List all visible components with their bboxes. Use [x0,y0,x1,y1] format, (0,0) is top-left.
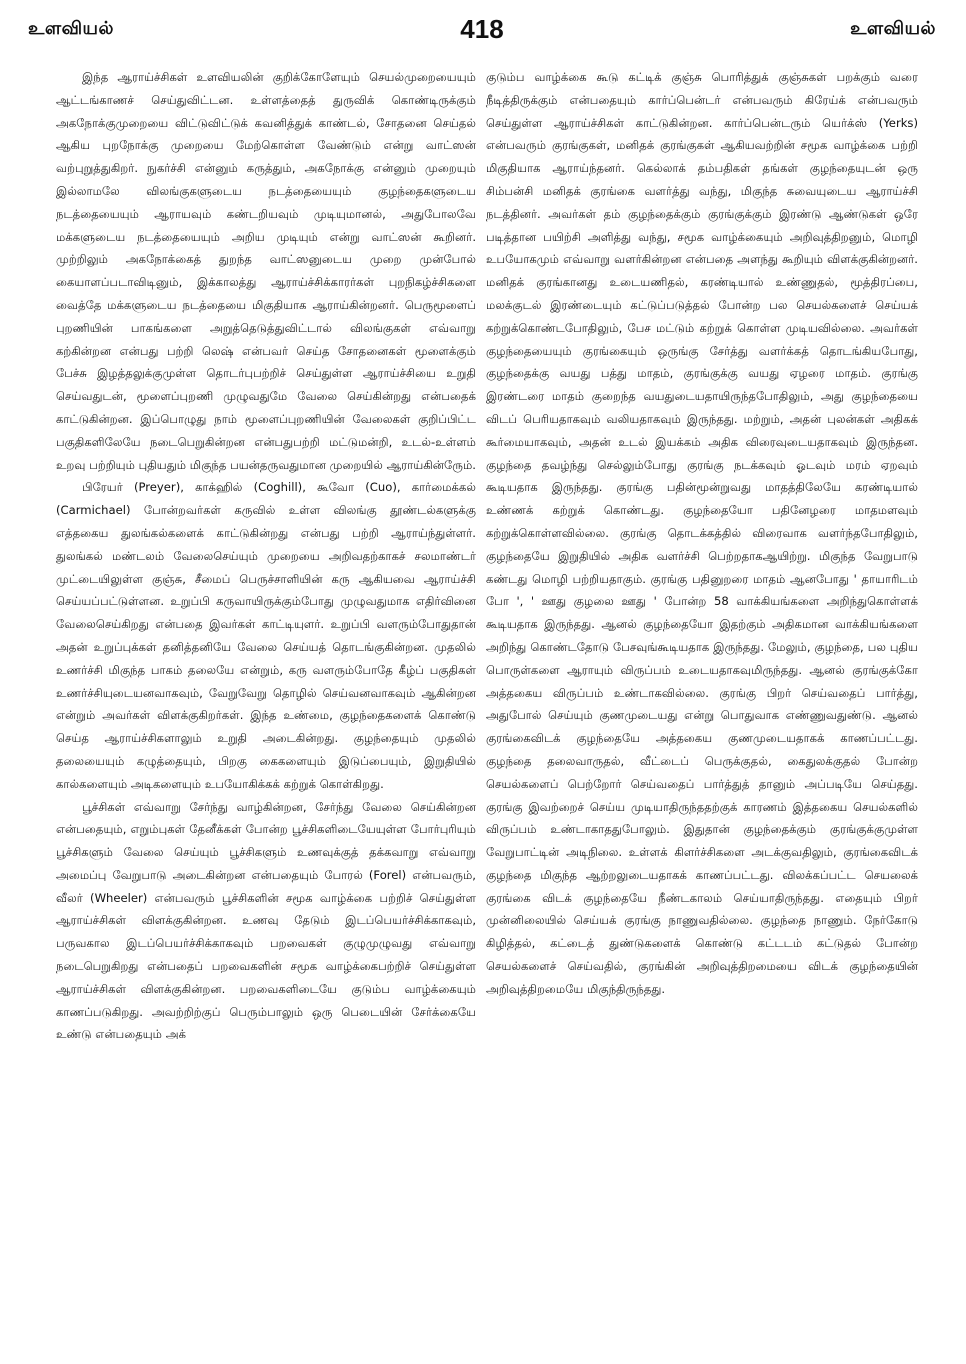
left-paragraph-3: பூச்சிகள் எவ்வாறு சேர்ந்து வாழ்கின்றன, சேர்ந்து வேலை செய்கின்றன என்பதையும், எறும்புகள் தேனீக்கள் போன்ற பூச்சிகளிடையேயுள்ள போர்புரியும் பூச்சிகளும் வேலை செய்யும் பூச்சிகளும் உணவுக்குத் தக்கவாறு எவ்வாறு அமைப்பு வேறுபாடு அடைகின்றன என்பதையும் போரல் (Forel) என்பவரும், வீலர் (Wheeler) என்பவரும் பூச்சிகளின் சமூக வாழ்க்கை பற்றிச் செய்துள்ள ஆராய்ச்சிகள் விளக்குகின்றன. உணவு தேடும் இடப்பெயர்ச்சிக்காகவும், பருவகால இடப்பெயர்ச்சிக்காகவும் பறவைகள் குழுமுழுவது எவ்வாறு நடைபெறுகிறது என்பதைப் பறவைகளின் சமூக வாழ்க்கைபற்றிச் செய்துள்ள ஆராய்ச்சிகள் விளக்குகின்றன. பறவைகளிடையே குடும்ப வாழ்க்கையும் காணப்படுகிறது. அவற்றிற்குப் பெரும்பாலும் ஒரு பெடையின் சேர்க்கையே உண்டு என்பதையும் அக் [56,799,476,1042]
right-column [486,66,918,1346]
right-paragraph-1: குடும்ப வாழ்க்கை கூடு கட்டிக் குஞ்சு பொரித்துக் குஞ்சுகள் பறக்கும் வரை நீடித்திருக்கும் என்பதையும் கார்ப்பென்டர் என்பவரும் கிரேய்க் என்பவரும் செய்துள்ள ஆராய்ச்சிகள் காட்டுகின்றன. கார்ப்பென்டரும் யெர்க்ஸ் (Yerks) என்பவரும் குரங்குகள், மனிதக் குரங்குகள் ஆகியவற்றின் சமூக வாழ்க்கை பற்றி மிகுதியாக ஆராய்ந்தனர். கெல்லாக் தம்பதிகள் தங்கள் குழந்தையுடன் ஒரு சிம்பன்சி மனிதக் குரங்கை வளர்த்து வந்து, மிகுந்த சுவையுடைய ஆராய்ச்சி நடத்தினர். அவர்கள் தம் குழந்தைக்கும் குரங்குக்கும் இரண்டு ஆண்டுகள் ஒரே படித்தான பயிற்சி அளித்து வந்து, சமூக வாழ்க்கையும் அறிவுத்திறனும், மொழி உபயோகமும் எவ்வாறு வளர்கின்றன என்பதை அளந்து கூறியும் விளக்குகின்றனர். மனிதக் குரங்கானது உடையணிதல், கரண்டியால் உண்ணுதல், மூத்திரப்பை, மலக்குடல் இரண்டையும் கட்டுப்படுத்தல் போன்ற பல செயல்களைச் செய்யக் கற்றுக்கொண்டபோதிலும், பேச மட்டும் கற்றுக் கொள்ள முடியவில்லை. அவர்கள் குழந்தையையும் குரங்கையும் ஒருங்கு சேர்த்து வளர்க்கத் தொடங்கியபோது, குழந்தைக்கு வயது பத்து மாதம், குரங்குக்கு வயது ஏழரை மாதம். குரங்கு இரண்டரை மாதம் குறைந்த வயதுடையதாயிருந்தபோதிலும், அது குழந்தையை விடப் பெரியதாகவும் வலியதாகவும் இருந்தது. மற்றும், அதன் புலன்கள் அதிகக் கூர்மையாகவும், அதன் உடல் இயக்கம் அதிக விரைவுடையதாகவும் இருந்தன. குழந்தை தவழ்ந்து செல்லும்போது குரங்கு நடக்கவும் ஓடவும் மரம் ஏறவும் கூடியதாக இருந்தது. குரங்கு பதின்மூன்றுவது மாதத்திலேயே கரண்டியால் உண்ணக் கற்றுக் கொண்டது. குழந்தையோ பதினேழரை மாதமளவும் கற்றுக்கொள்ளவில்லை. குரங்கு தொடக்கத்தில் விரைவாக வளர்ந்தபோதிலும், குழந்தையே இறுதியில் அதிக வளர்ச்சி பெற்றதாகஆயிற்று. மிகுந்த வேறுபாடு கண்டது மொழி பற்றியதாகும். குரங்கு பதினுறரை மாதம் ஆனபோது ' தாயாரிடம் போ ', ' ஊது குழலை ஊது ' போன்ற 58 வாக்கியங்களை அறிந்துகொள்ளக் கூடியதாக இருந்தது. ஆனல் குழந்தையோ இதற்கும் அதிகமான வாக்கியங்களை அறிந்து கொண்டதோடு பேசவுங்கூடியதாக இருந்தது. மேலும், குழந்தை, பல புதிய பொருள்களை ஆராயும் விருப்பம் உடையதாகவுமிருந்தது. ஆனல் குரங்குக்கோ அத்தகைய விருப்பம் உண்டாகவில்லை. குரங்கு பிறர் செய்வதைப் பார்த்து, அதுபோல் செய்யும் குணமுடையது என்று பொதுவாக எண்ணுவதுண்டு. ஆனல் குரங்கைவிடக் குழந்தையே அத்தகைய குணமுடையதாகக் காணப்பட்டது. குழந்தை தலைவாருதல், வீட்டைப் பெருக்குதல், கைதுலக்குதல் போன்ற செயல்களைப் பெற்றோர் செய்வதைப் பார்த்துத் தானும் அப்படியே செய்தது. குரங்கு இவற்றைச் செய்ய முடியாதிருந்ததற்குக் காரணம் இத்தகைய செயல்களில் விருப்பம் உண்டாகாததுபோலும். இதுதான் குழந்தைக்கும் குரங்குக்குமுள்ள வேறுபாட்டின் அடிநிலை. உள்ளக் கிளர்ச்சிகளை அடக்குவதிலும், குரங்கைவிடக் குழந்தை மிகுந்த ஆற்றலுடையதாகக் காணப்பட்டது. விலக்கப்பட்ட செயலைக் குரங்கை விடக் குழந்தையே நீண்டகாலம் செய்யாதிருந்தது. எதையும் பிறர் முன்னிலையில் செய்யக் குரங்கு நாணுவதில்லை. குழந்தை நாணும். நேர்கோடு கிழித்தல், கட்டைத் துண்டுகளைக் கொண்டு கட்டடம் கட்டுதல் போன்ற செயல்களைச் செய்வதில், குரங்கின் அறிவுத்திறமையை விடக் குழந்தையின் அறிவுத்திறமையே மிகுந்திருந்தது. [486,70,918,996]
left-column [56,66,476,1346]
left-paragraph-2: பிரேயர் (Preyer), காக்ஹில் (Coghill), கூவோ (Cuo), கார்மைக்கல் (Carmichael) போன்றவர்கள் கருவில் உள்ள விலங்கு தூண்டல்களுக்கு எத்தகைய துலங்கல்களைக் காட்டுகின்றது என்பது பற்றி ஆராய்ந்துள்ளர். துலங்கல் மண்டலம் வேலைசெய்யும் முறையை அறிவதற்காகச் சலமாண்டர் முட்டையிலுள்ள குஞ்சு, சீமைப் பெருச்சாளியின் கரு ஆகியவை ஆராய்ச்சி செய்யப்பட்டுள்ளன. உறுப்பி கருவாயிருக்கும்போது முழுவதுமாக எதிர்வினை வேலைசெய்கிறது என்பதை இவர்கள் காட்டியுளர். உறுப்பி வளரும்போதுதான் அதன் உறுப்புக்கள் தனித்தனியே வேலை செய்யத் தொடங்குகின்றன. முதலில் உணர்ச்சி மிகுந்த பாகம் தலையே என்றும், கரு வளரும்போதே கீழ்ப் பகுதிகள் உணர்ச்சியுடையனவாகவும், வேறுவேறு தொழில் செய்வனவாகவும் ஆகின்றன என்றும் அவர்கள் விளக்குகிறர்கள். இந்த உண்மை, குழந்தைகளைக் கொண்டு செய்த ஆராய்ச்சிகளாலும் உறுதி அடைகின்றது. குழந்தையும் முதலில் தலையையும் கழுத்தையும், பிறகு கைகளையும் இடுப்பையும், இறுதியில் கால்களையும் அடிகளையும் உபயோகிக்கக் கற்றுக் கொள்கிறது. [56,480,476,791]
header-right-title: உளவியல் [850,18,936,39]
header-left-title: உளவியல் [28,18,114,39]
page-number: 418 [460,14,504,44]
running-header [28,14,936,54]
left-paragraph-1: இந்த ஆராய்ச்சிகள் உளவியலின் குறிக்கோளேயும் செயல்முறையையும் ஆட்டங்காணச் செய்துவிட்டன. உள்ளத்தைத் துருவிக் கொண்டிருக்கும் அகநோக்குமுறையை விட்டுவிட்டுக் கவனித்துக் காண்டல், சோதனை செய்தல் ஆகிய புறநோக்கு முறையை மேற்கொள்ள வேண்டும் என்று வாட்ஸன் வற்புறுத்துகிறர். நுகர்ச்சி என்னும் கருத்தும், அகநோக்கு என்னும் முறையும் இல்லாமலே விலங்குகளுடைய நடத்தையையும் குழந்தைகளுடைய நடத்தையையும் ஆராயவும் கண்டறியவும் முடியுமானல், அதுபோலவே மக்களுடைய நடத்தையையும் அறிய முடியும் என்று வாட்ஸன் கூறினர். முற்றிலும் அகநோக்கைத் துறந்த வாட்ஸனுடைய முறை முன்போல் கையாளப்படாவிடினும், இக்காலத்து ஆராய்ச்சிக்காரர்கள் புறநிகழ்ச்சிகளை வைத்தே மக்களுடைய நடத்தையை மிகுதியாக ஆராய்கின்றனர். பெருமூளைப் புறணியின் பாகங்களை அறுத்தெடுத்துவிட்டால் விலங்குகள் எவ்வாறு கற்கின்றன என்பது பற்றி லெஷ் என்பவர் செய்த சோதனைகள் மூளைக்கும் பேச்சு இழத்தலுக்குமுள்ள தொடர்புபற்றிச் செய்துள்ள ஆராய்ச்சியை உறுதி செய்வதுடன், மூளைப்புறணி முழுவதுமே வேலை செய்கின்றது என்பதைக் காட்டுகின்றன. இப்பொழுது நாம் மூளைப்புறணியின் வேலைகள் குறிப்பிட்ட பகுதிகளிலேயே நடைபெறுகின்றன என்பதுபற்றி மட்டுமன்றி, உடல்-உள்ளம் உறவு பற்றியும் புதியதும் மிகுந்த பயன்தருவதுமான முறையில் ஆராய்கின்ருேம். [56,70,476,472]
